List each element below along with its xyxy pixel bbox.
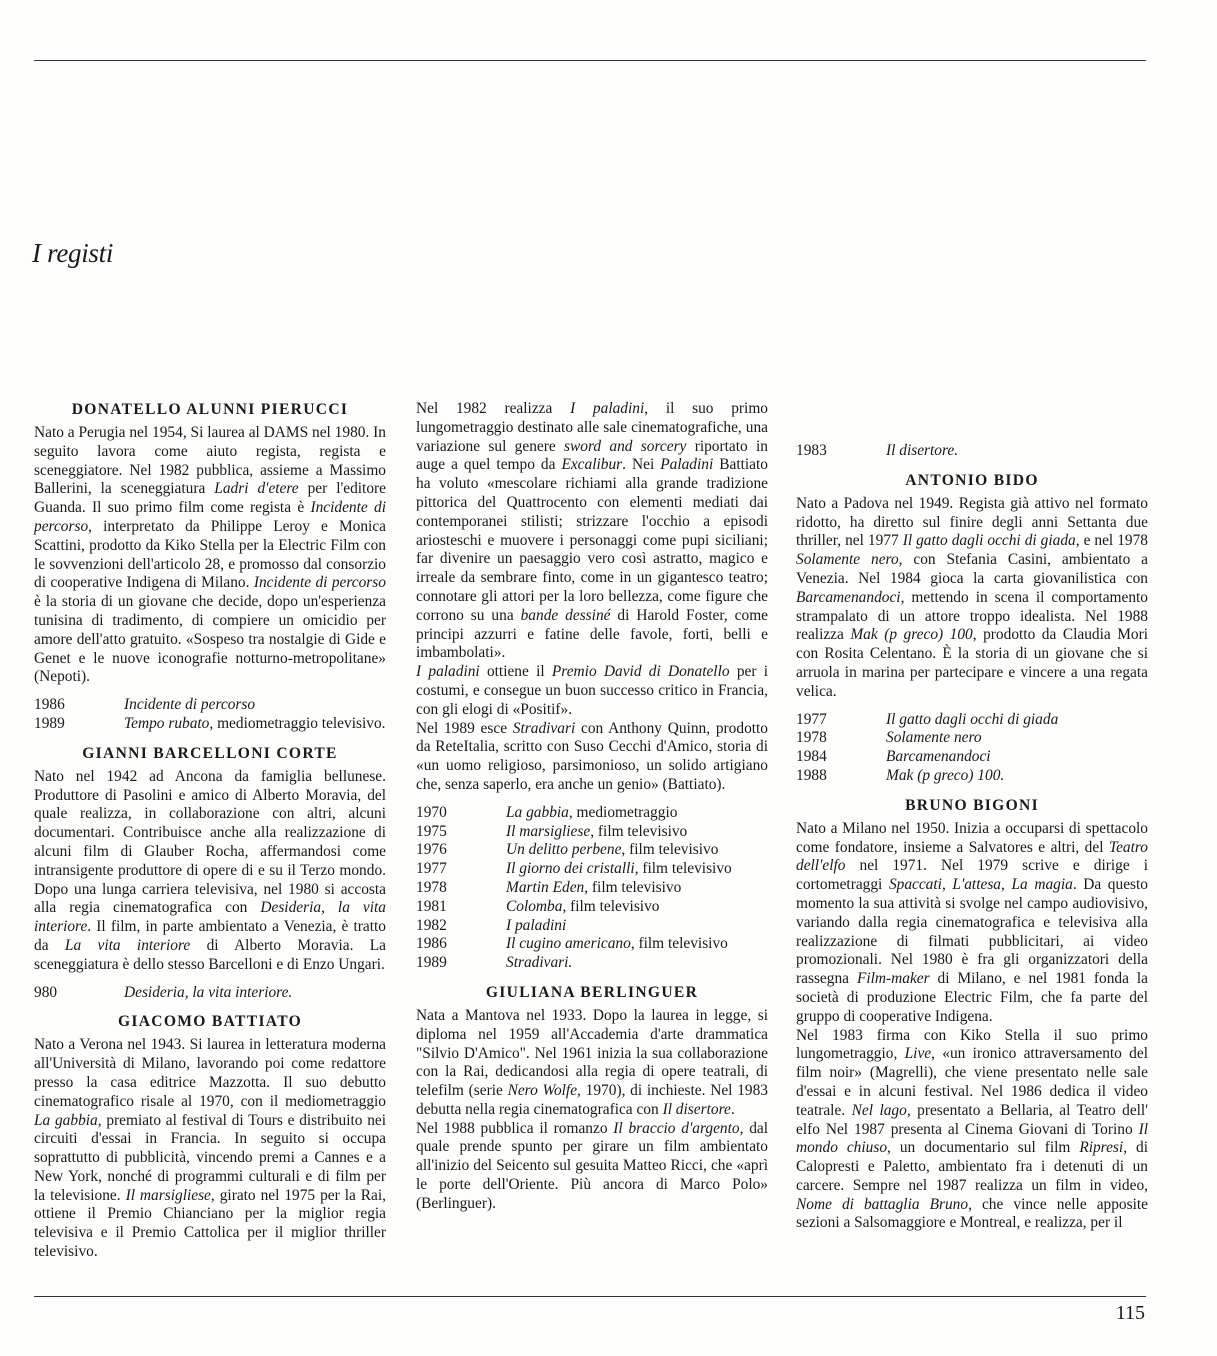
- film-title: I paladini: [506, 916, 567, 934]
- film-year: 1988: [796, 766, 827, 784]
- filmography: [34, 984, 386, 1003]
- bio-paragraph: Nel 1982 realizza I paladini, il suo primo lungometraggio destinato alle sale cinematografiche, una variazione sul genere sword and sorcery riportato in auge a quel tempo da Excalibur. Nei Paladini Battiato ha voluto «mescolare richiami alla grande tradizione pittorica del Quattrocento con elementi mediati dai contemporanei stilisti; strizzare l'occhio a episodi ariosteschi e muovere i personaggi come pupi siciliani; far divenire un paesaggio vero così astratto, magico e irreale da sembrare finto, come in un gigantesco teatro; connotare gli attori per la loro bellezza, come figure che corrono su una bande dessiné di Harold Foster, come principi azzurri e fatine delle favole, forti, belli e imbambolati».: [416, 400, 769, 662]
- film-year: 1982: [416, 916, 447, 934]
- filmography-entry: [416, 898, 768, 917]
- film-title: Il disertore.: [886, 442, 959, 459]
- film-year: 1986: [34, 696, 65, 714]
- film-title: Martin Eden, film televisivo: [506, 878, 682, 896]
- column-2: [416, 400, 768, 1214]
- filmography-entry: [796, 711, 1148, 730]
- filmography-entry: [416, 823, 768, 842]
- filmography-entry: [416, 879, 768, 898]
- column-1: [34, 400, 386, 1262]
- bio-paragraph: Nel 1988 pubblica il romanzo Il braccio d'argento, dal quale prende spunto per girare un film ambientato all'inizio del Seicento sul gesuita Matteo Ricci, che «aprì le porte dell'Oriente. Più ancora di Marco Polo» (Berlinguer).: [416, 1119, 769, 1212]
- film-title: Il cugino americano, film televisivo: [506, 935, 728, 953]
- bio-paragraph: Nato a Milano nel 1950. Inizia a occuparsi di spettacolo come fondatore, insieme a Salvatores e altri, del Teatro dell'elfo nel 1971. Nel 1979 scrive e dirige i cortometraggi Spaccati, L'attesa, La magia. Da questo momento la sua attività si svolge nel campo audiovisivo, variando dalla regia cinematografica e televisiva alla realizzazione di filmati pubblicitari, ai video promozionali. Nel 1980 è fra gli organizzatori della rassegna Film-maker di Milano, e nel 1981 fonda la società di produzione Electric Film, che fa parte del gruppo di cooperative Indigena.: [796, 819, 1148, 1025]
- film-title: Tempo rubato, mediometraggio televisivo.: [124, 714, 386, 732]
- filmography-entry: [34, 696, 386, 715]
- film-year: 1977: [416, 860, 447, 878]
- film-title: La gabbia, mediometraggio: [506, 803, 678, 821]
- director-name: BRUNO BIGONI: [905, 796, 1039, 814]
- bio-paragraph: Nel 1983 firma con Kiko Stella il suo primo lungometraggio, Live, «un ironico attraversamento del film noir» (Magrelli), che viene presentato nelle sale d'essai e in alcuni festival. Nel 1986 dedica il video teatrale. Nel lago, presentato a Bellaria, al Teatro dell' elfo Nel 1987 presenta al Cinema Giovani di Torino Il mondo chiuso, un documentario sul film Ripresi, di Calopresti e Paletto, ambientato fra i detenuti di un carcere. Sempre nel 1987 realizza un film in video, Nome di battaglia Bruno, che vince nelle apposite sezioni a Salsomaggiore e Montreal, e realizza, per il: [796, 1026, 1148, 1232]
- film-year: 1978: [416, 878, 447, 896]
- bio-paragraph: Nato nel 1942 ad Ancona da famiglia bellunese. Produttore di Pasolini e amico di Alberto Moravia, del quale realizza, in collaborazione con altri, alcuni documentari. Contribuisce anche alla realizzazione di alcuni film di Glauber Rocha, affermandosi come intransigente produttore di opere di e su il Terzo mondo. Dopo una lunga carriera televisiva, nel 1980 si accosta alla regia cinematografica con Desideria, la vita interiore. Il film, in parte ambientato a Venezia, è tratto da La vita interiore di Alberto Moravia. La sceneggiatura è dello stesso Barcelloni e di Enzo Ungari.: [34, 767, 387, 973]
- director-name: GIANNI BARCELLONI CORTE: [82, 744, 338, 762]
- director-name: DONATELLO ALUNNI PIERUCCI: [71, 401, 349, 418]
- filmography: [796, 442, 1148, 461]
- film-title: Colomba, film televisivo: [506, 897, 660, 915]
- filmography-entry: [416, 954, 768, 973]
- filmography-entry: [34, 984, 386, 1003]
- film-year: 1986: [416, 935, 447, 953]
- film-year: 1981: [416, 897, 447, 915]
- film-title: Desideria, la vita interiore.: [124, 983, 293, 1001]
- film-title: Solamente nero: [886, 729, 982, 747]
- filmography-entry: [416, 860, 768, 879]
- filmography: [34, 696, 386, 734]
- film-year: 1983: [796, 442, 827, 459]
- film-year: 980: [34, 983, 58, 1001]
- film-year: 1977: [796, 710, 827, 728]
- bio-paragraph: Nato a Verona nel 1943. Si laurea in letteratura moderna all'Università di Milano, lavorando poi come redattore presso la casa editrice Mazzotta. Il suo debutto cinematografico risale al 1970, con il mediometraggio La gabbia, premiato al festival di Tours e distribuito nei circuiti d'essai in Francia. In seguito si occupa soprattutto di pubblicità, vincendo premi a Cannes e a New York, nonché di programmi culturali e di film per la televisione. Il marsigliese, girato nel 1975 per la Rai, ottiene il Premio Chianciano per la miglior regia televisiva e il Premio Cattolica per il miglior thriller televisivo.: [34, 1036, 387, 1261]
- filmography: [796, 711, 1148, 786]
- section-title: I registi: [32, 238, 114, 268]
- director-name: ANTONIO BIDO: [905, 471, 1039, 489]
- filmography-entry: [416, 935, 768, 954]
- film-year: 1989: [416, 954, 447, 972]
- filmography: [416, 804, 768, 973]
- top-rule: [34, 60, 1146, 61]
- filmography-entry: [416, 841, 768, 860]
- filmography-entry: [416, 917, 768, 936]
- film-title: Incidente di percorso: [124, 696, 256, 714]
- film-year: 1978: [796, 729, 827, 747]
- filmography-entry: [796, 767, 1148, 786]
- bio-paragraph: Nel 1989 esce Stradivari con Anthony Quinn, prodotto da ReteItalia, scritto con Suso Cecchi d'Amico, storia di «un uomo religioso, parsimonioso, un solido artigiano che, senza saperlo, era anche un genio» (Battiato).: [416, 719, 769, 793]
- film-year: 1989: [34, 714, 65, 732]
- film-title: Barcamenandoci: [886, 748, 991, 766]
- director-name: GIACOMO BATTIATO: [117, 1013, 303, 1031]
- column-3: [796, 400, 1148, 1233]
- filmography-entry: [796, 748, 1148, 767]
- filmography-entry: [796, 442, 1148, 461]
- bio-paragraph: Nato a Padova nel 1949. Regista già attivo nel formato ridotto, ha diretto sul finire degli anni Settanta due thriller, nel 1977 Il gatto dagli occhi di giada, e nel 1978 Solamente nero, con Stefania Casini, ambientato a Venezia. Nel 1984 gioca la carta giovanilistica con Barcamenandoci, mettendo in scena il comportamento strampalato di un attore troppo idealista. Nel 1988 realizza Mak (p greco) 100, prodotto da Claudia Mori con Rosita Celentano. È la storia di un giovane che si arruola in marina per partecipare e vincere a una regata velica.: [796, 494, 1149, 700]
- director-name: GIULIANA BERLINGUER: [485, 983, 699, 1001]
- film-title: Il giorno dei cristalli, film televisivo: [506, 860, 732, 878]
- filmography-entry: [796, 729, 1148, 748]
- bottom-rule: [34, 1296, 1146, 1297]
- filmography-entry: [416, 804, 768, 823]
- film-title: Un delitto perbene, film televisivo: [506, 841, 719, 859]
- film-title: Il gatto dagli occhi di giada: [886, 710, 1059, 728]
- bio-paragraph: Nata a Mantova nel 1933. Dopo la laurea in legge, si diploma nel 1959 all'Accademia d'arte drammatica "Silvio D'Amico". Nel 1961 inizia la sua collaborazione con la Rai, dedicandosi alla regia di opere teatrali, di telefilm (serie Nero Wolfe, 1970), di inchieste. Nel 1983 debutta nella regia cinematografica con Il disertore.: [416, 1006, 768, 1118]
- film-year: 1975: [416, 822, 447, 840]
- filmography-entry: [34, 715, 386, 734]
- film-year: 1970: [416, 803, 447, 821]
- bio-paragraph: Nato a Perugia nel 1954, Si laurea al DAMS nel 1980. In seguito lavora come aiuto regista, regista e sceneggiatore. Nel 1982 pubblica, assieme a Massimo Ballerini, la sceneggiatura Ladri d'etere per l'editore Guanda. Il suo primo film come regista è Incidente di percorso, interpretato da Philippe Leroy e Monica Scattini, prodotto da Kiko Stella per la Electric Film con le sovvenzioni dell'articolo 28, e promosso dal consorzio di cooperative Indigena di Milano. Incidente di percorso è la storia di un giovane che decide, dopo un'esperienza tunisina di tradimento, di compiere un omicidio per amore dell'atto gratuito. «Sospeso tra nostalgie di Gide e Genet e le nuove iconografie notturno-metropolitane» (Nepoti).: [34, 424, 386, 686]
- page-number: 115: [1115, 1302, 1145, 1324]
- bio-paragraph: I paladini ottiene il Premio David di Donatello per i costumi, e consegue un buon successo critico in Francia, con gli elogi di «Positif».: [416, 663, 769, 718]
- film-title: Stradivari.: [506, 954, 573, 972]
- film-year: 1984: [796, 748, 827, 766]
- film-title: Il marsigliese, film televisivo: [506, 822, 688, 840]
- film-title: Mak (p greco) 100.: [886, 766, 1005, 784]
- film-year: 1976: [416, 841, 447, 859]
